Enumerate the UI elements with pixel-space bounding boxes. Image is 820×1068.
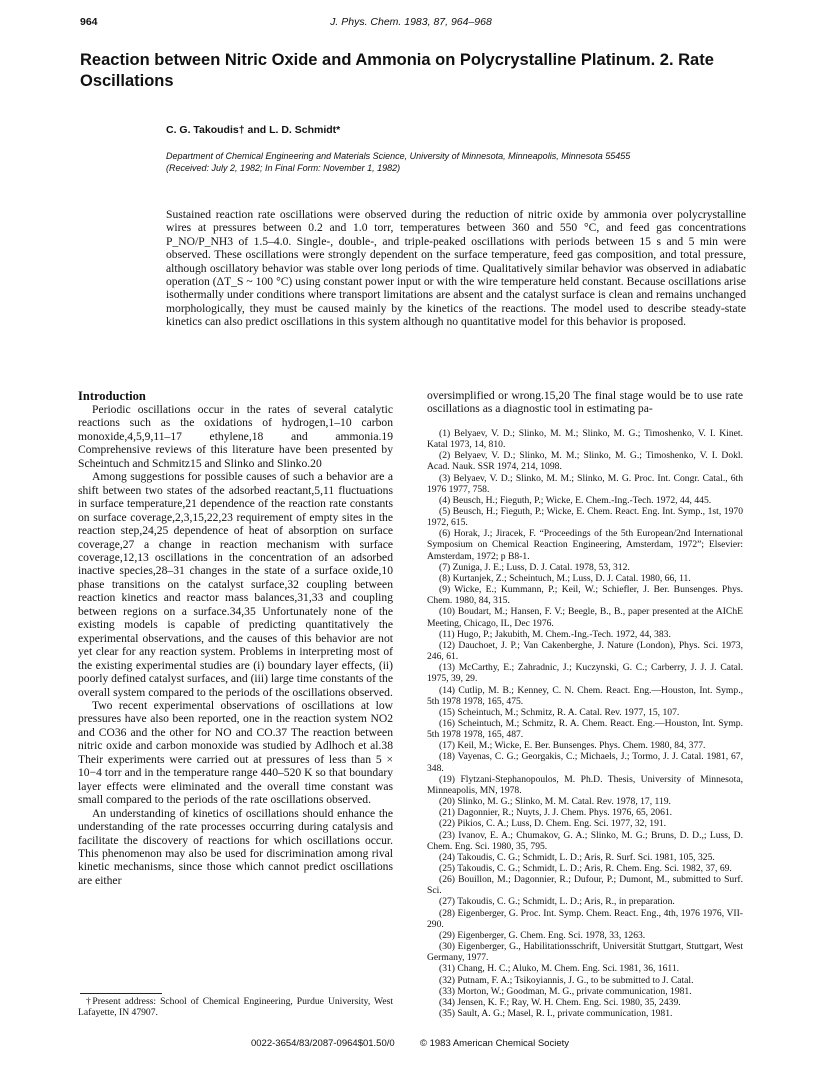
reference-item: (13) McCarthy, E.; Zahradnic, J.; Kuczynski, G. C.; Carberry, J. J. J. Catal. 1975, 39, 29. (427, 662, 743, 685)
reference-item: (1) Belyaev, V. D.; Slinko, M. M.; Slinko, M. G.; Timoshenko, V. I. Kinet. Katal 1973, 14, 810. (427, 427, 743, 451)
reference-item: (10) Boudart, M.; Hansen, F. V.; Beegle, B., B., paper presented at the AIChE Meeting, Chicago, IL, Dec 1976. (427, 606, 743, 629)
intro-paragraph-2: Among suggestions for possible causes of such a behavior are a shift between two states of the adsorbed reactant,5,11 fluctuations in surface temperature,21 dependence of the reaction rate constants on surface coverage,2,3,15,22,23 requirement of empty sites in the reaction step,24,25 dependence of heat of absorption on surface coverage,27 a change in reaction mechanism with surface coverage,12,13 oscillations in the concentration of an adsorbed inactive species,28–31 changes in the state of a surface oxide,10 phase transitions on the catalyst surface,32 coupling between reaction kinetics and reactor mass balances,31,33 and coupling between regions on a surface.34,35 Unfortunately none of the existing models is capable of predicting quantitatively the experimental observations, and the causes of this behavior are not yet clear for any reaction system. Problems in interpreting most of the existing experimental studies are (i) boundary layer effects, (ii) poorly defined catalyst surfaces, and (iii) large time constants of the overall system compared to the periods of the oscillations observed. (78, 470, 393, 699)
reference-item: (7) Zuniga, J. E.; Luss, D. J. Catal. 1978, 53, 312. (439, 561, 630, 573)
affiliation-block (166, 150, 746, 174)
authors: C. G. Takoudis† and L. D. Schmidt* (166, 124, 341, 136)
reference-item: (33) Morton, W.; Goodman, M. G., private communication, 1981. (439, 985, 692, 997)
copyright: © 1983 American Chemical Society (419, 1038, 569, 1049)
reference-item: (17) Keil, M.; Wicke, E. Ber. Bunsenges. Phys. Chem. 1980, 84, 377. (439, 740, 706, 752)
reference-item: (18) Vayenas, C. G.; Georgakis, C.; Michaels, J.; Tormo, J. J. Catal. 1981, 67, 348. (427, 751, 743, 774)
reference-list (427, 428, 743, 1019)
left-column (78, 389, 393, 887)
reference-item: (27) Takoudis, C. G.; Schmidt, L. D.; Aris, R., in preparation. (439, 896, 675, 908)
reference-item: (23) Ivanov, E. A.; Chumakov, G. A.; Slinko, M. G.; Bruns, D. D.,; Luss, D. Chem. Eng. Sci. 1980, 35, 795. (427, 829, 743, 852)
page-number: 964 (80, 16, 98, 28)
right-column (427, 389, 743, 1019)
affiliation: Department of Chemical Engineering and Materials Science, University of Minnesota, Minneapolis, Minnesota 55455 (166, 151, 631, 161)
running-header (80, 16, 742, 30)
reference-item: (5) Beusch, H.; Fieguth, P.; Wicke, E. Chem. React. Eng. Int. Symp., 1st, 1970 1972, 615. (427, 506, 743, 529)
page-footer (0, 1038, 820, 1049)
reference-item: (20) Slinko, M. G.; Slinko, M. M. Catal. Rev. 1978, 17, 119. (439, 796, 671, 808)
journal-citation: J. Phys. Chem. 1983, 87, 964–968 (330, 16, 492, 28)
reference-item: (15) Scheintuch, M.; Schmitz, R. A. Catal. Rev. 1977, 15, 107. (439, 706, 680, 718)
reference-item: (35) Sault, A. G.; Masel, R. I., private communication, 1981. (439, 1008, 673, 1020)
reference-item: (24) Takoudis, C. G.; Schmidt, L. D.; Aris, R. Surf. Sci. 1981, 105, 325. (439, 851, 715, 863)
reference-item: (26) Bouillon, M.; Dagonnier, R.; Dufour, P.; Dumont, M., submitted to Surf. Sci. (427, 874, 743, 897)
reference-item: (6) Horak, J.; Jiracek, F. “Proceedings of the 5th European/2nd International Symposium on Chemical Reaction Engineering, Amsterdam, 1972”; Elsevier: Amsterdam, 1972; p B8-1. (427, 528, 743, 562)
reference-item: (16) Scheintuch, M.; Schmitz, R. A. Chem. React. Eng.—Houston, Int. Symp. 5th 1978 1978, 165, 487. (427, 717, 743, 741)
reference-item: (8) Kurtanjek, Z.; Scheintuch, M.; Luss, D. J. Catal. 1980, 66, 11. (439, 572, 691, 584)
abstract-text: Sustained reaction rate oscillations were observed during the reduction of nitric oxide by ammonia over polycrystalline wires at pressures between 0.2 and 1.0 torr, temperatures between 360 and 550 °C, and feed gas concentrations P_NO/P_NH3 of 1.5–4.0. Single-, double-, and triple-peaked oscillations with periods between 15 s and 5 min were observed. These oscillations were strongly dependent on the surface temperature, feed gas composition, and total pressure, although oscillatory behavior was stable over long periods of time. Qualitatively similar behavior was observed in adiabatic operation (ΔT_S ~ 100 °C) using constant power input or with the wire temperature held constant. Because oscillations arise isothermally under conditions where transport limitations are absent and the catalyst surface is clean and remains unchanged morphologically, they must be caused mainly by the kinetics of the reactions. The model used to describe steady-state kinetics can also predict oscillations in this system although no quantitative model for this behavior is proposed. (166, 208, 746, 329)
reference-item: (34) Jensen, K. F.; Ray, W. H. Chem. Eng. Sci. 1980, 35, 2439. (439, 996, 681, 1008)
reference-item: (12) Dauchoet, J. P.; Van Cakenberghe, J. Nature (London), Phys. Sci. 1973, 246, 61. (427, 639, 743, 663)
reference-item: (4) Beusch, H.; Fieguth, P.; Wicke, E. Chem.-Ing.-Tech. 1972, 44, 445. (439, 494, 712, 506)
reference-item: (25) Takoudis, C. G.; Schmidt, L. D.; Aris, R. Chem. Eng. Sci. 1982, 37, 69. (439, 863, 732, 874)
intro-paragraph-1: Periodic oscillations occur in the rates of several catalytic reactions such as the oxidations of hydrogen,1–10 carbon monoxide,4,5,9,11–17 ethylene,18 and ammonia.19 Comprehensive reviews of this literature have been presented by Scheintuch and Schmitz15 and Slinko and Slinko.20 (78, 403, 393, 470)
abstract (166, 208, 746, 329)
reference-item: (29) Eigenberger, G. Chem. Eng. Sci. 1978, 33, 1263. (439, 929, 646, 941)
reference-item: (32) Putnam, F. A.; Tsikoyiannis, J. G., to be submitted to J. Catal. (439, 974, 694, 986)
received-dates: (Received: July 2, 1982; In Final Form: November 1, 1982) (166, 163, 401, 173)
introduction-heading: Introduction (78, 389, 146, 403)
reference-item: (9) Wicke, E.; Kummann, P.; Keil, W.; Schiefler, J. Ber. Bunsenges. Phys. Chem. 1980, 84, 315. (427, 584, 743, 607)
reference-item: (21) Dagonnier, R.; Nuyts, J. J. Chem. Phys. 1976, 65, 2061. (439, 807, 673, 819)
reference-item: (30) Eigenberger, G., Habilitationsschrift, Universität Stuttgart, Stuttgart, West Germany, 1977. (427, 941, 743, 964)
footnote-rule (80, 993, 162, 994)
footnote: †Present address: School of Chemical Engineering, Purdue University, West Lafayette, IN 47907. (78, 996, 393, 1019)
article-title: Reaction between Nitric Oxide and Ammonia on Polycrystalline Platinum. 2. Rate Oscillations (80, 51, 714, 90)
reference-item: (14) Cutlip, M. B.; Kenney, C. N. Chem. React. Eng.—Houston, Int. Symp., 5th 1978 1978, 165, 475. (427, 684, 743, 707)
intro-paragraph-4: An understanding of kinetics of oscillations should enhance the understanding of the rate processes occurring during catalysis and facilitate the discovery of reactions for which oscillations occur. This phenomenon may also be used for discrimination among rival kinetic mechanisms, since those which cannot predict oscillations are either (78, 806, 393, 887)
intro-paragraph-3: Two recent experimental observations of oscillations at low pressures have also been reported, one in the reaction system NO2 and CO36 and the other for NO and CO.37 The reaction between nitric oxide and carbon monoxide was studied by Adlhoch et al.38 Their experiments were carried out at pressures of less than 5 × 10−4 torr and in the temperature range 440–520 K so that boundary layer effects were eliminated and the overall time constant was small compared to the periods of the rate oscillations observed. (78, 698, 393, 807)
reference-item: (3) Belyaev, V. D.; Slinko, M. M.; Slinko, M. G. Proc. Int. Congr. Catal., 6th 1976 1977, 758. (427, 472, 743, 495)
article-code: 0022-3654/83/2087-0964$01.50/0 (250, 1038, 395, 1049)
reference-item: (11) Hugo, P.; Jakubith, M. Chem.-Ing.-Tech. 1972, 44, 383. (439, 628, 671, 640)
reference-item: (2) Belyaev, V. D.; Slinko, M. M.; Slinko, M. G.; Timoshenko, V. I. Dokl. Acad. Nauk. SSR 1974, 214, 1098. (427, 450, 743, 473)
reference-item: (22) Pikios, C. A.; Luss, D. Chem. Eng. Sci. 1977, 32, 191. (439, 818, 667, 830)
right-column-text: oversimplified or wrong.15,20 The final stage would be to use rate oscillations as a diagnostic tool in estimating pa- (427, 389, 743, 416)
reference-item: (31) Chang, H. C.; Aluko, M. Chem. Eng. Sci. 1981, 36, 1611. (439, 963, 680, 975)
reference-item: (28) Eigenberger, G. Proc. Int. Symp. Chem. React. Eng., 4th, 1976 1976, VII-290. (427, 907, 743, 930)
reference-item: (19) Flytzani-Stephanopoulos, M. Ph.D. Thesis, University of Minnesota, Minneapolis, MN, 1978. (427, 773, 743, 796)
